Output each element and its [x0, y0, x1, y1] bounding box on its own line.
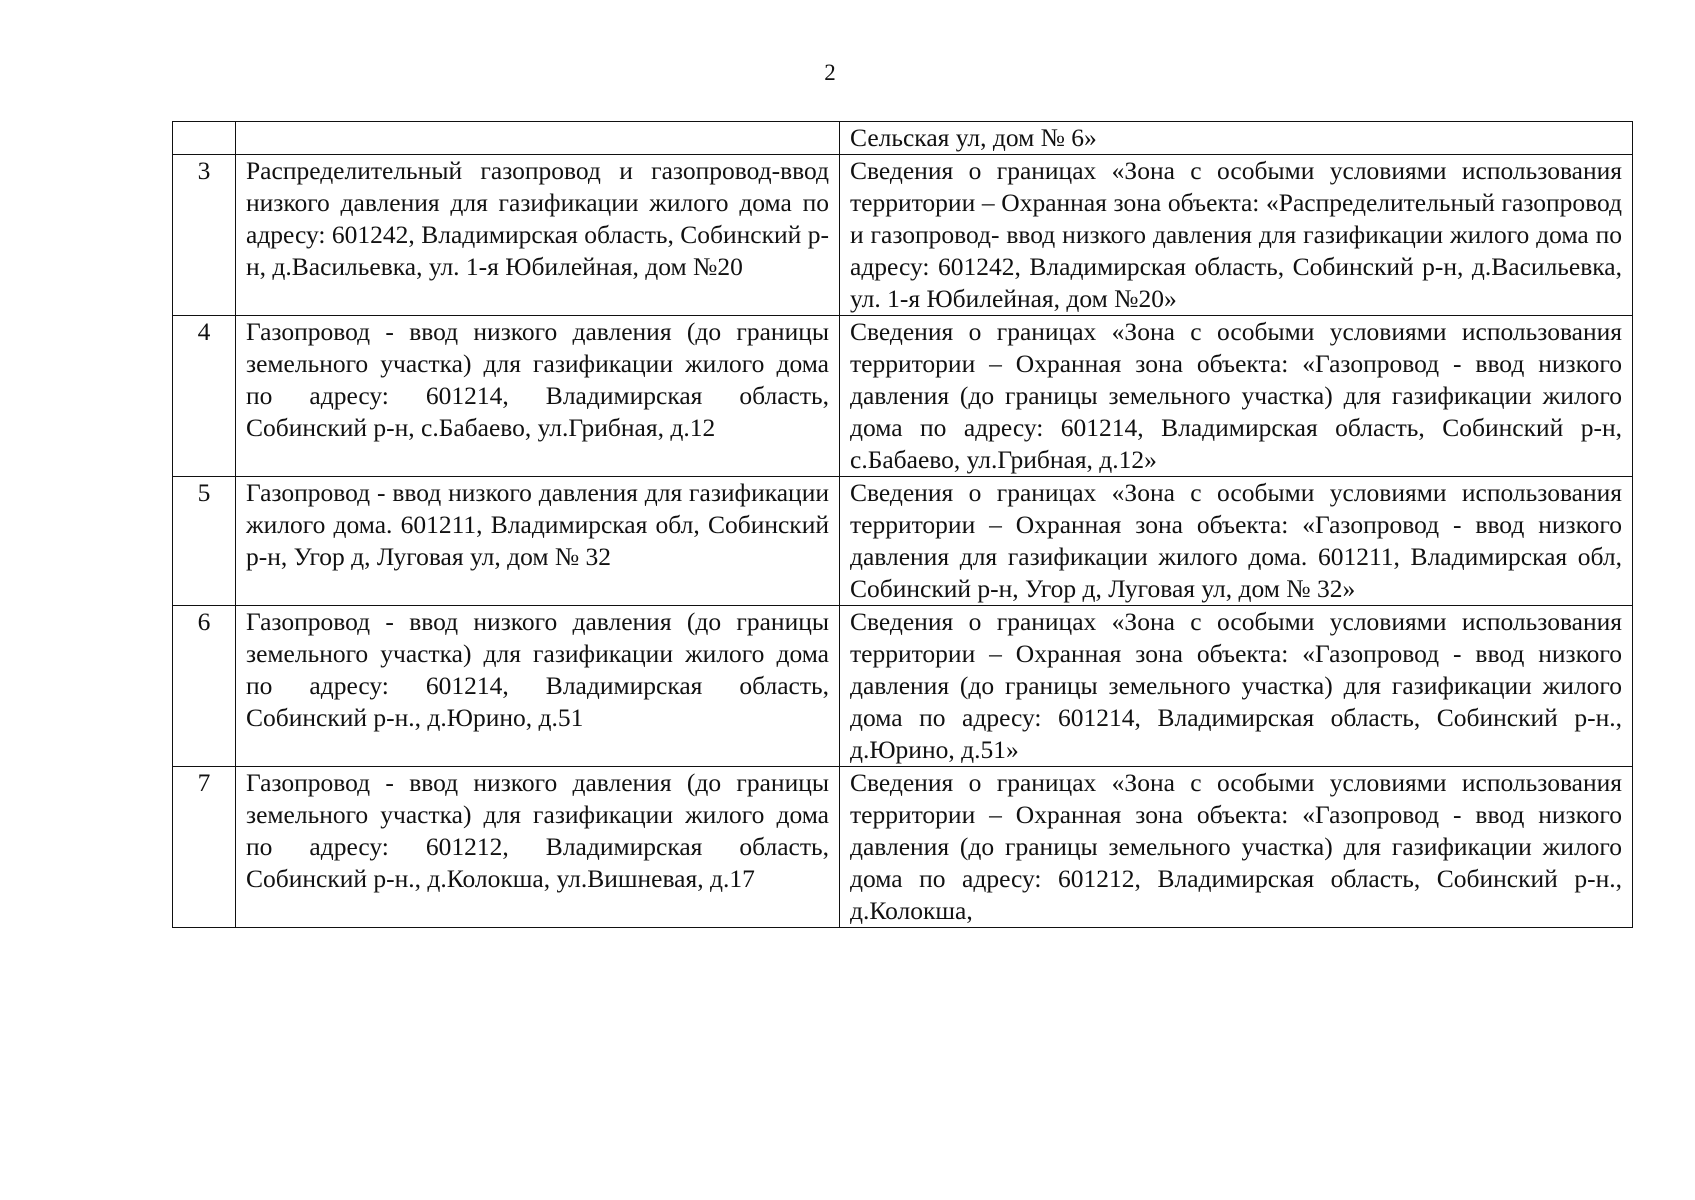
table-row	[173, 122, 1633, 155]
table-row	[173, 477, 1633, 606]
page-number: 2	[824, 60, 836, 85]
object-description	[236, 122, 840, 155]
row-number: 4	[173, 316, 236, 477]
object-description: Распределительный газопровод и газопровод-ввод низкого давления для газификации жилого дома по адресу: 601242, Владимирская область, Собинский р-н, д.Васильевка, ул. 1-я Юбилейная, дом №20	[236, 155, 840, 316]
row-number: 6	[173, 606, 236, 767]
zone-info: Сельская ул, дом № 6»	[840, 122, 1633, 155]
zones-table	[172, 121, 1633, 928]
object-description: Газопровод - ввод низкого давления (до границы земельного участка) для газификации жилого дома по адресу: 601214, Владимирская область, Собинский р-н, с.Бабаево, ул.Грибная, д.12	[236, 316, 840, 477]
object-description: Газопровод - ввод низкого давления для газификации жилого дома. 601211, Владимирская обл, Собинский р-н, Угор д, Луговая ул, дом № 32	[236, 477, 840, 606]
zone-info: Сведения о границах «Зона с особыми условиями использования территории – Охранная зона объекта: «Газопровод - ввод низкого давления (до границы земельного участка) для газификации жилого дома по адресу: 601214, Владимирская область, Собинский р-н., д.Юрино, д.51»	[840, 606, 1633, 767]
zone-info: Сведения о границах «Зона с особыми условиями использования территории – Охранная зона объекта: «Газопровод - ввод низкого давления для газификации жилого дома. 601211, Владимирская обл, Собинский р-н, Угор д, Луговая ул, дом № 32»	[840, 477, 1633, 606]
row-number: 5	[173, 477, 236, 606]
zone-info: Сведения о границах «Зона с особыми условиями использования территории – Охранная зона объекта: «Газопровод - ввод низкого давления (до границы земельного участка) для газификации жилого дома по адресу: 601212, Владимирская область, Собинский р-н., д.Колокша,	[840, 767, 1633, 928]
row-number	[173, 122, 236, 155]
table-row	[173, 155, 1633, 316]
zone-info: Сведения о границах «Зона с особыми условиями использования территории – Охранная зона объекта: «Распределительный газопровод и газопровод- ввод низкого давления для газификации жилого дома по адресу: 601242, Владимирская область, Собинский р-н, д.Васильевка, ул. 1-я Юбилейная, дом №20»	[840, 155, 1633, 316]
object-description: Газопровод - ввод низкого давления (до границы земельного участка) для газификации жилого дома по адресу: 601214, Владимирская область, Собинский р-н., д.Юрино, д.51	[236, 606, 840, 767]
row-number: 3	[173, 155, 236, 316]
table-row	[173, 767, 1633, 928]
table-row	[173, 606, 1633, 767]
zone-info: Сведения о границах «Зона с особыми условиями использования территории – Охранная зона объекта: «Газопровод - ввод низкого давления (до границы земельного участка) для газификации жилого дома по адресу: 601214, Владимирская область, Собинский р-н, с.Бабаево, ул.Грибная, д.12»	[840, 316, 1633, 477]
row-number: 7	[173, 767, 236, 928]
table-row	[173, 316, 1633, 477]
object-description: Газопровод - ввод низкого давления (до границы земельного участка) для газификации жилого дома по адресу: 601212, Владимирская область, Собинский р-н., д.Колокша, ул.Вишневая, д.17	[236, 767, 840, 928]
